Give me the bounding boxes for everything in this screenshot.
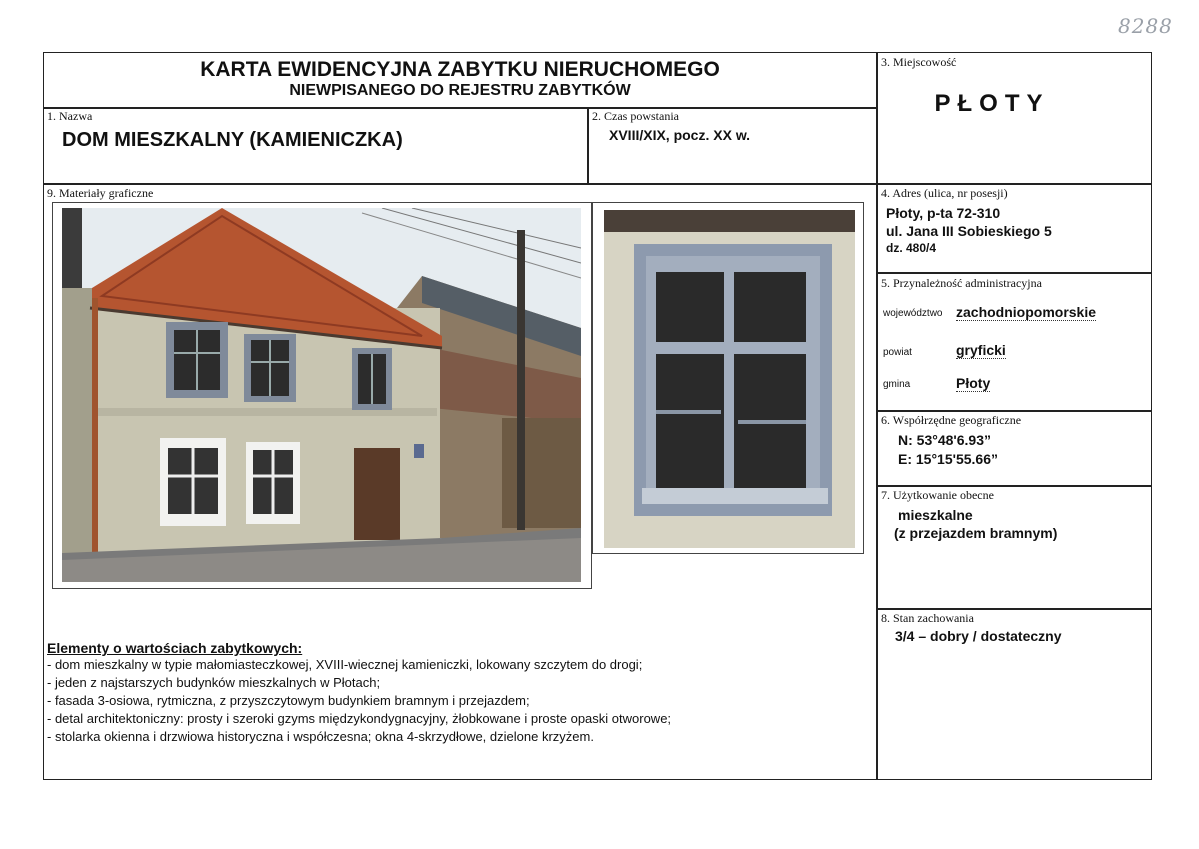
divider-under-usage (876, 608, 1152, 610)
card-subtitle: NIEWPISANEGO DO REJESTRU ZABYTKÓW (289, 82, 631, 99)
admin-label: 5. Przynależność administracyjna (881, 276, 1042, 290)
divider-under-title (43, 107, 877, 109)
locality-label: 3. Miejscowość (881, 55, 957, 69)
condition-value: 3/4 – dobry / dostateczny (895, 628, 1062, 644)
coords-label: 6. Współrzędne geograficzne (881, 413, 1022, 427)
usage-label: 7. Użytkowanie obecne (881, 488, 994, 502)
period-label: 2. Czas powstania (592, 109, 679, 123)
usage-line-1: mieszkalne (898, 507, 973, 523)
condition-label: 8. Stan zachowania (881, 611, 974, 625)
elements-item-3: - fasada 3-osiowa, rytmiczna, z przyszczytowym budynkiem bramnym i przejazdem; (47, 693, 530, 708)
elements-item-4: - detal architektoniczny: prosty i szeroki gzyms międzykondygnacyjny, żłobkowane i proste opaski otworowe; (47, 711, 672, 726)
house-photo (62, 208, 581, 582)
window-photo (604, 210, 855, 548)
graphics-label: 9. Materiały graficzne (47, 186, 154, 200)
coords-east: E: 15°15'55.66” (898, 451, 998, 467)
commune-value: Płoty (956, 375, 991, 391)
coords-north: N: 53°48'6.93” (898, 432, 991, 448)
divider-under-name (43, 183, 1152, 185)
elements-item-1: - dom mieszkalny w typie małomiasteczkowej, XVIII-wiecznej kamieniczki, lokowany szczytem do drogi; (47, 657, 643, 672)
name-label: 1. Nazwa (47, 109, 93, 123)
period-value: XVIII/XIX, pocz. XX w. (609, 127, 751, 143)
address-line-1: Płoty, p-ta 72-310 (886, 205, 1001, 221)
divider-right-column (876, 52, 878, 780)
divider-under-address (876, 272, 1152, 274)
address-line-3: dz. 480/4 (886, 241, 937, 255)
name-value: DOM MIESZKALNY (KAMIENICZKA) (62, 129, 403, 151)
county-label: powiat (883, 347, 912, 358)
elements-item-5: - stolarka okienna i drzwiowa historyczna i współczesna; okna 4-skrzydłowe, dzielone krzyżem. (47, 729, 594, 744)
divider-under-admin (876, 410, 1152, 412)
address-line-2: ul. Jana III Sobieskiego 5 (886, 223, 1052, 239)
commune-label: gmina (883, 379, 911, 390)
divider-name-period (587, 107, 589, 184)
elements-heading: Elementy o wartościach zabytkowych: (47, 640, 303, 656)
usage-line-2: (z przejazdem bramnym) (894, 525, 1058, 541)
county-value: gryficki (956, 342, 1006, 358)
divider-under-coords (876, 485, 1152, 487)
voivodeship-label: województwo (883, 308, 943, 319)
archive-number: 8288 (1118, 14, 1173, 38)
locality-value: PŁOTY (934, 90, 1050, 117)
voivodeship-value: zachodniopomorskie (956, 304, 1097, 320)
address-label: 4. Adres (ulica, nr posesji) (881, 186, 1008, 200)
elements-item-2: - jeden z najstarszych budynków mieszkalnych w Płotach; (47, 675, 381, 690)
card-title: KARTA EWIDENCYJNA ZABYTKU NIERUCHOMEGO (200, 58, 720, 81)
